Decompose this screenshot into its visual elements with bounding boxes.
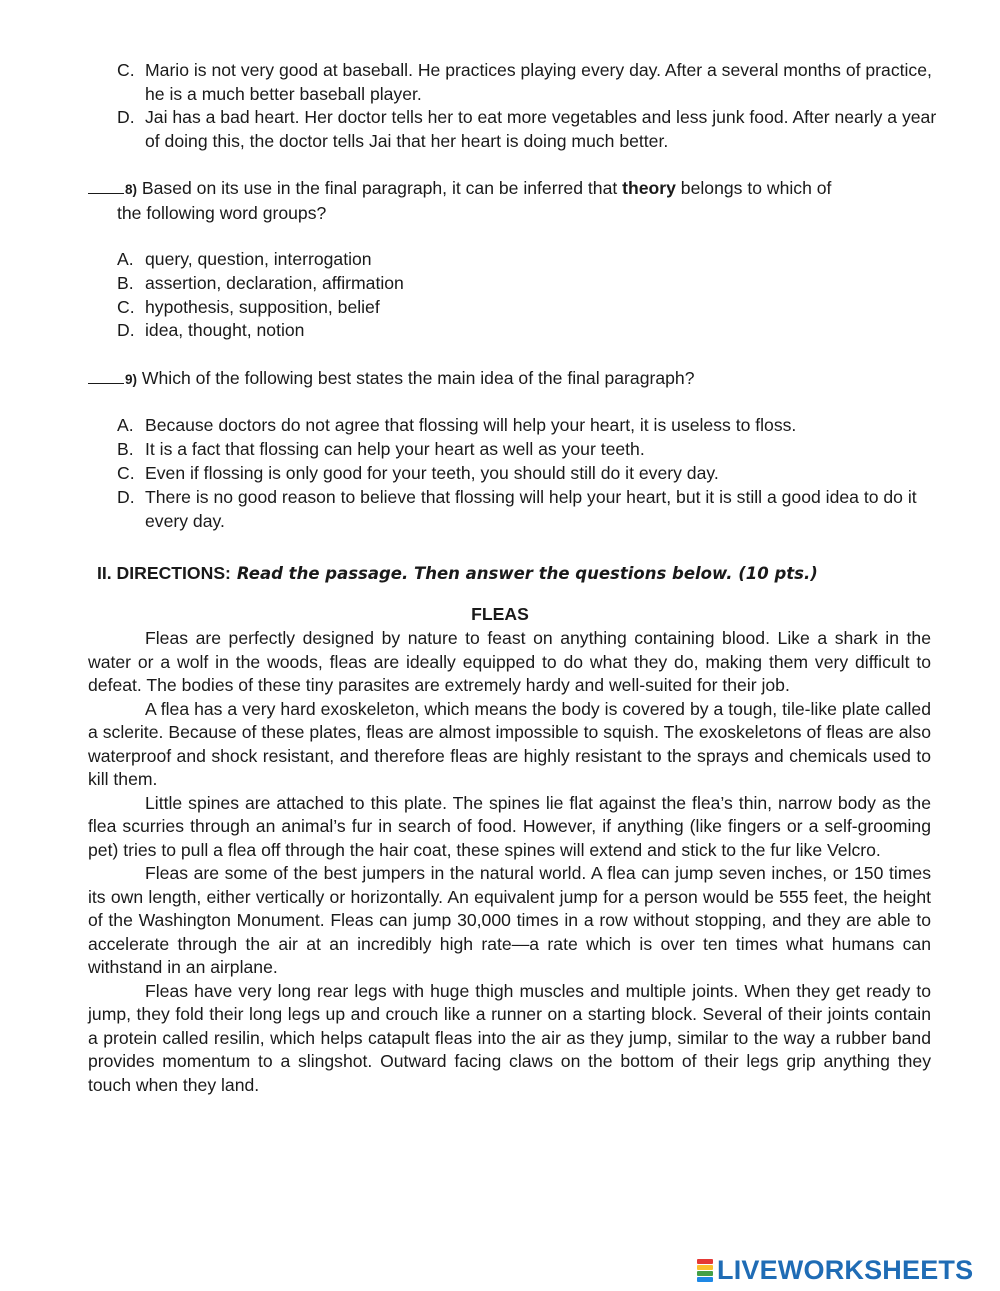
option-letter: C. <box>117 297 135 317</box>
logo-text: LIVEWORKSHEETS <box>717 1255 974 1285</box>
logo-block-yellow <box>697 1265 713 1270</box>
question-text-cont: belongs to which of <box>675 178 832 198</box>
option-text: hypothesis, supposition, belief <box>145 297 380 317</box>
option-letter: B. <box>117 439 134 459</box>
passage-paragraph: Fleas have very long rear legs with huge thigh muscles and multiple joints. When they get ready to jump, they fold their long legs up and crouch like a runner on a starting block. Several of their joints contain a protein called resilin, which helps catapult fleas into the air as they jump, similar to the way a rubber band provides momentum to a slingshot. Outward facing claws on the bottom of their legs grip anything they touch when they land. <box>88 980 931 1095</box>
option-text: query, question, interrogation <box>145 249 372 269</box>
q9-option-d <box>117 486 937 533</box>
passage-title: FLEAS <box>471 604 529 624</box>
option-text: Mario is not very good at baseball. He practices playing every day. After a several months of practice, he is a much better baseball player. <box>145 60 932 104</box>
question-number: 8) <box>125 182 138 197</box>
q8-option-d <box>117 319 937 343</box>
logo-block-red <box>697 1259 713 1264</box>
option-text: assertion, declaration, affirmation <box>145 273 404 293</box>
answer-blank-9[interactable] <box>88 367 124 384</box>
question-text: Which of the following best states the main idea of the final paragraph? <box>141 368 695 388</box>
q7-option-d <box>117 106 937 153</box>
question-number: 9) <box>125 372 138 387</box>
logo-block-green <box>697 1271 713 1276</box>
passage-paragraph: Little spines are attached to this plate. The spines lie flat against the flea’s thin, narrow body as the flea scurries through an animal’s fur in search of food. However, if anything (like fingers or a self-grooming pet) tries to pull a flea off through the hair coat, these spines will extend and stick to the fur like Velcro. <box>88 792 931 860</box>
logo-block-blue <box>697 1277 713 1282</box>
option-letter: D. <box>117 107 135 127</box>
option-letter: C. <box>117 60 135 80</box>
option-text: Because doctors do not agree that flossing will help your heart, it is useless to floss. <box>145 415 797 435</box>
option-letter: A. <box>117 249 134 269</box>
passage-paragraph: A flea has a very hard exoskeleton, which means the body is covered by a tough, tile-like plate called a sclerite. Because of these plates, fleas are almost impossible to squish. The exoskeletons of fleas are also waterproof and shock resistant, and therefore fleas are highly resistant to the sprays and chemicals used to kill them. <box>88 698 931 789</box>
passage-paragraph: Fleas are perfectly designed by nature to feast on anything containing blood. Like a shark in the water or a wolf in the woods, fleas are ideally equipped to do what they do, making them very difficult to defeat. The bodies of these tiny parasites are extremely hardy and well-suited for their job. <box>88 628 931 695</box>
question-text: Based on its use in the final paragraph, it can be inferred that <box>141 178 623 198</box>
option-letter: B. <box>117 273 134 293</box>
option-letter: D. <box>117 487 135 507</box>
logo-icon <box>697 1258 713 1282</box>
option-text: Even if flossing is only good for your teeth, you should still do it every day. <box>145 463 719 483</box>
option-text: It is a fact that flossing can help your heart as well as your teeth. <box>145 439 645 459</box>
option-letter: D. <box>117 320 135 340</box>
q8-option-b <box>117 272 937 296</box>
q8-option-c <box>117 296 937 320</box>
option-text: idea, thought, notion <box>145 320 305 340</box>
directions-text: Read the passage. Then answer the questions below. (10 pts.) <box>236 564 818 583</box>
directions-label: II. DIRECTIONS: <box>97 563 231 583</box>
section-directions <box>97 562 917 586</box>
q8-option-a <box>117 248 937 272</box>
option-letter: C. <box>117 463 135 483</box>
question-text-line2: the following word groups? <box>117 202 327 223</box>
q9-option-a <box>117 414 937 438</box>
passage-paragraph: Fleas are some of the best jumpers in the natural world. A flea can jump seven inches, or 150 times its own length, either vertically or horizontally. An equivalent jump for a person would be 555 feet, the height of the Washington Monument. Fleas can jump 30,000 times in a row without stopping, and they are able to accelerate through the air at an incredibly high rate—a rate which is over ten times what humans can withstand in an airplane. <box>88 863 931 977</box>
question-9 <box>88 367 933 392</box>
option-letter: A. <box>117 415 134 435</box>
option-text: Jai has a bad heart. Her doctor tells her to eat more vegetables and less junk food. After nearly a year of doing this, the doctor tells Jai that her heart is doing much better. <box>145 107 937 151</box>
question-8 <box>88 177 933 225</box>
option-text: There is no good reason to believe that flossing will help your heart, but it is still a good idea to do it every day. <box>145 487 917 531</box>
passage-body <box>88 627 931 1097</box>
answer-blank-8[interactable] <box>88 177 124 194</box>
question-bold-word: theory <box>622 178 676 198</box>
q9-option-c <box>117 462 937 486</box>
liveworksheets-logo <box>697 1257 973 1283</box>
q7-option-c <box>117 59 937 106</box>
q9-option-b <box>117 438 937 462</box>
